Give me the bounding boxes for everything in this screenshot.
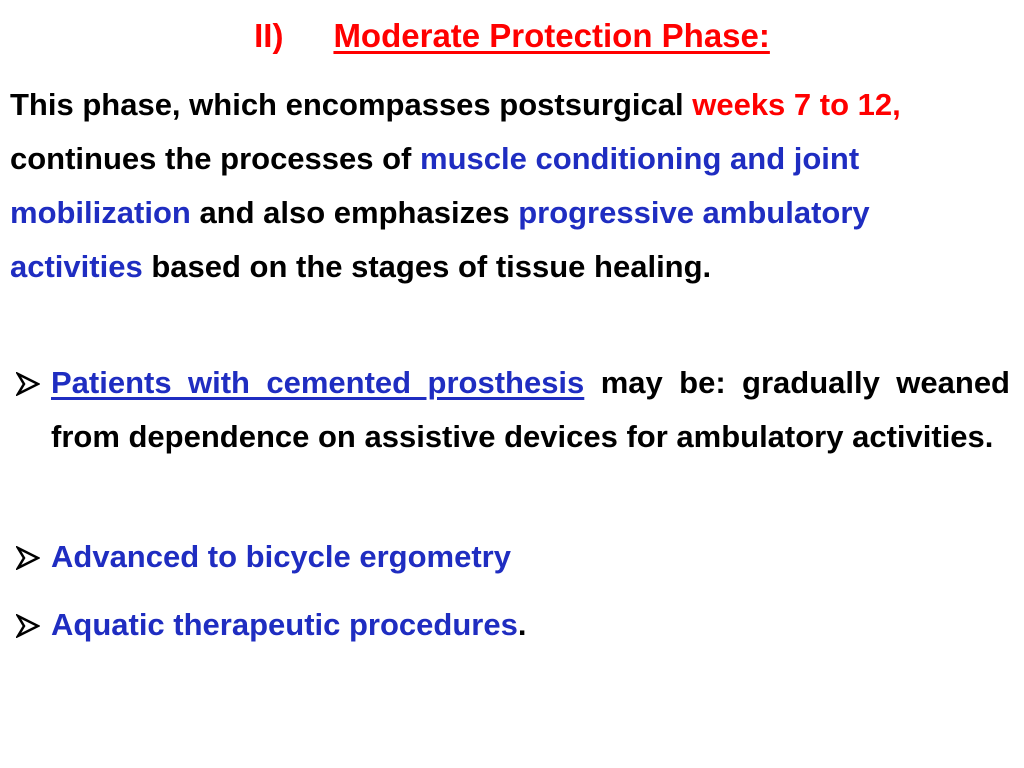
aquatic-procedures-text: Aquatic therapeutic procedures [51, 607, 518, 642]
intro-text-2: continues the processes of [10, 141, 420, 176]
intro-muscle-conditioning: muscle conditioning and joint mobilization [10, 141, 860, 230]
intro-text-3: and also emphasizes [190, 195, 519, 230]
intro-paragraph [10, 78, 1010, 294]
phase-heading: Moderate Protection Phase: [333, 17, 770, 54]
intro-text-4: based on the stages of tissue healing. [142, 249, 712, 284]
intro-progressive-activities: progressive ambulatory activities [10, 195, 870, 284]
intro-text-1: This phase, which encompasses postsurgical [10, 87, 693, 122]
bullet-item-bicycle [14, 530, 1010, 584]
slide-title [0, 14, 1024, 58]
intro-weeks-range: weeks 7 to 12, [692, 87, 901, 122]
arrowhead-bullet-icon [14, 356, 50, 410]
cemented-prosthesis-text: may be: gradually weaned from dependence on assistive devices for ambulatory activities. [51, 365, 1010, 454]
arrowhead-bullet-icon [14, 530, 50, 584]
bicycle-ergometry-text: Advanced to bicycle ergometry [51, 539, 511, 574]
aquatic-period: . [517, 607, 527, 642]
arrowhead-bullet-icon [14, 598, 50, 652]
bullet-item-cemented [14, 356, 1010, 464]
section-number: II) [254, 17, 284, 54]
cemented-prosthesis-label: Patients with cemented prosthesis [51, 365, 585, 400]
bullet-item-aquatic [14, 598, 1010, 652]
